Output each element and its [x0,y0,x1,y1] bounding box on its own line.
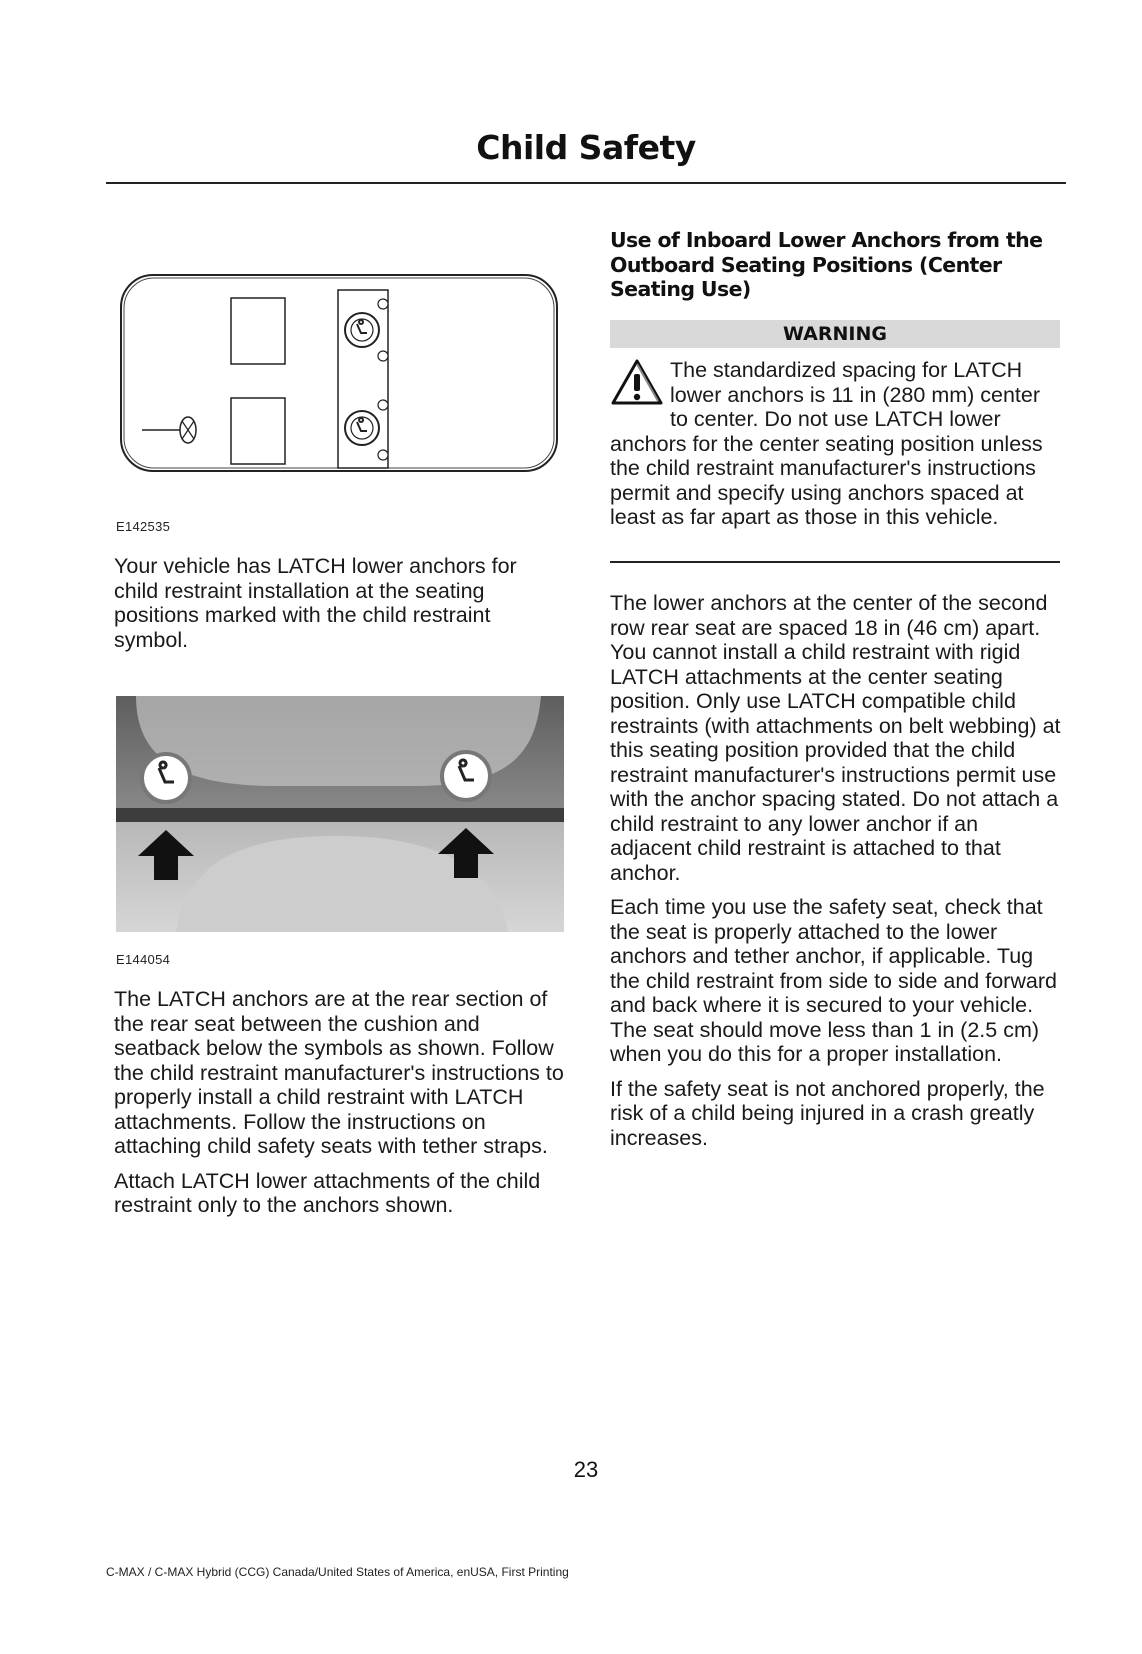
left-paragraph-2: The LATCH anchors are at the rear section of the rear seat between the cushion and seatback below the symbols as shown. Follow the child restraint manufacturer's instructions to properly install a child restraint with LATCH attachments. Follow the instructions on attaching child safety seats with tether straps. [114,987,564,1158]
left-paragraph-3: Attach LATCH lower attachments of the child restraint only to the anchors shown. [114,1168,541,1217]
warning-label: WARNING [610,320,1060,348]
footer-text: C-MAX / C-MAX Hybrid (CCG) Canada/United States of America, enUSA, First Printing [106,1565,569,1579]
right-paragraph-2: Each time you use the safety seat, check that the seat is properly attached to the lower anchors and tether anchor, if applicable. Tug the child restraint from side to side and forward and back where it is secured to your vehicle. The seat should move less than 1 in (2.5 cm) when you do this for a proper installation. [610,895,1057,1066]
title-divider [106,182,1066,184]
page-title: Child Safety [476,128,696,167]
figure-code: E142535 [116,519,171,534]
latch-seat-layout-diagram [114,268,564,488]
warning-divider [610,561,1060,563]
page-number: 23 [573,1457,599,1482]
left-paragraph-1: Your vehicle has LATCH lower anchors for child restraint installation at the seating positions marked with the child restraint symbol. [114,554,517,652]
child-seat-symbol-icon [442,752,490,800]
warning-text-block [610,358,1062,530]
section-heading: Use of Inboard Lower Anchors from the Outboard Seating Positions (Center Seating Use) [610,228,1043,301]
right-paragraph-3: If the safety seat is not anchored properly, the risk of a child being injured in a crash greatly increases. [610,1076,1045,1150]
latch-anchors-photo [116,696,564,932]
child-seat-symbol-icon [142,754,190,802]
warning-triangle-icon [610,358,670,426]
figure-code: E144054 [116,952,171,967]
right-paragraph-1: The lower anchors at the center of the second row rear seat are spaced 18 in (46 cm) apart. You cannot install a child restraint with rigid LATCH attachments at the center seating position. Only use LATCH compatible child restraints (with attachments on belt webbing) at this seating position provided that the child restraint manufacturer's instructions permit use with the anchor spacing stated. Do not attach a child restraint to any lower anchor if an adjacent child restraint is attached to that anchor. [610,591,1061,885]
warning-text: The standardized spacing for LATCH lower anchors is 11 in (280 mm) center to center. Do not use LATCH lower anchors for the center seating position unless the child restraint manufacturer's instructions permit and specify using anchors spaced at least as far apart as those in this vehicle. [610,358,1043,529]
